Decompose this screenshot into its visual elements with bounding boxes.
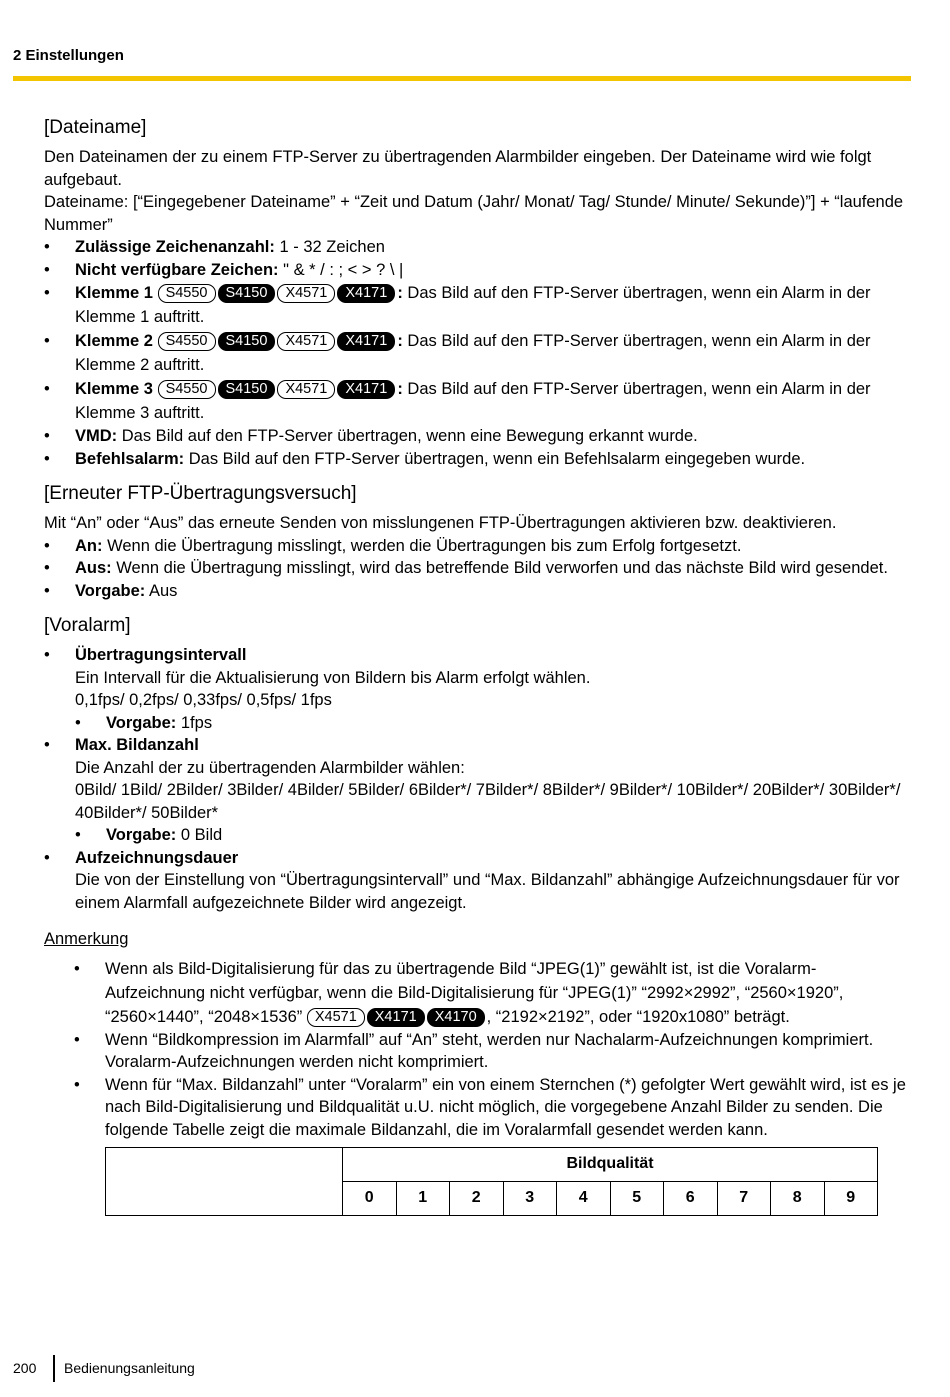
table-cell: 1	[396, 1182, 450, 1216]
header-rule	[13, 76, 911, 81]
bullet-label: Klemme 1	[75, 284, 153, 302]
model-badge: X4571	[307, 1008, 365, 1027]
bullet-label: Vorgabe:	[75, 581, 146, 600]
bullet: •	[74, 1075, 80, 1094]
model-badge: X4571	[277, 332, 335, 351]
bullet-text: Wenn die Übertragung misslingt, werden die Übertragungen bis zum Erfolg fortgesetzt.	[102, 536, 742, 555]
table-corner-cell	[106, 1148, 343, 1216]
bullet-text: " & * / : ; < > ? \ |	[278, 260, 404, 279]
list-item	[44, 847, 914, 915]
bullet: •	[44, 536, 50, 555]
item-description: Die Anzahl der zu übertragenden Alarmbilder wählen:	[75, 758, 465, 777]
bullet-text: Das Bild auf den FTP-Server übertragen, wenn ein Alarm in der Klemme 2 auftritt.	[75, 332, 871, 374]
table-header-row	[106, 1148, 878, 1182]
bullet-label: Vorgabe:	[106, 713, 177, 732]
section-title-dateiname: [Dateiname]	[44, 117, 147, 138]
item-description: Die von der Einstellung von “Übertragungsintervall” und “Max. Bildanzahl” abhängige Aufzeichnungsdauer für vor einem Alarmfall aufgezeichnete Bilder wird angezeigt.	[75, 871, 900, 912]
bullet-label: Vorgabe:	[106, 826, 177, 844]
section-title-ftp-retry: [Erneuter FTP-Übertragungsversuch]	[44, 483, 357, 504]
bullet-text: 1fps	[176, 713, 213, 732]
bullet: •	[44, 260, 50, 279]
header-title: 2 Einstellungen	[13, 47, 124, 64]
list-item	[44, 734, 914, 847]
bullet-label: An:	[75, 536, 103, 555]
bullet: •	[74, 959, 80, 978]
note-item	[74, 957, 914, 1029]
notes-list	[74, 957, 914, 1142]
table-cell: 6	[664, 1182, 718, 1216]
bullet-text: Das Bild auf den FTP-Server übertragen, wenn eine Bewegung erkannt wurde.	[117, 427, 698, 445]
bullet: •	[44, 449, 50, 468]
bullet: •	[44, 559, 50, 577]
bullet-label: Nicht verfügbare Zeichen:	[75, 260, 279, 279]
paragraph: Mit “An” oder “Aus” das erneute Senden von misslungenen FTP-Übertragungen aktivieren bzw. deaktivieren.	[44, 514, 837, 532]
list-item	[44, 236, 914, 259]
model-badge: S4550	[158, 380, 216, 399]
table-header-cell: Bildqualität	[343, 1148, 878, 1182]
bullet-label: VMD:	[75, 427, 118, 445]
bullet: •	[44, 848, 50, 867]
list-item	[44, 329, 914, 377]
bullet: •	[44, 284, 50, 302]
note-item	[74, 1029, 914, 1074]
note-item	[74, 1074, 914, 1142]
table-cell: 2	[450, 1182, 504, 1216]
section-title-voralarm: [Voralarm]	[44, 615, 131, 636]
model-badge: S4150	[218, 332, 276, 351]
bullet: •	[75, 713, 81, 732]
list-item	[44, 448, 914, 471]
model-badge: X4171	[337, 332, 395, 351]
sub-list-item	[75, 824, 914, 847]
bullet-text: Wenn die Übertragung misslingt, wird das betreffende Bild verworfen und das nächste Bild wird gesendet.	[111, 559, 888, 577]
list-item	[44, 580, 914, 603]
bullet-text: Das Bild auf den FTP-Server übertragen, wenn ein Alarm in der Klemme 3 auftritt.	[75, 380, 871, 422]
bullet-text: Das Bild auf den FTP-Server übertragen, wenn ein Befehlsalarm eingegeben wurde.	[184, 449, 806, 468]
footer-divider	[53, 1355, 55, 1382]
list-item	[44, 259, 914, 282]
note-text: Wenn für “Max. Bildanzahl” unter “Voralarm” ein von einem Sternchen (*) gefolgter Wert gewählt wird, ist es je nach Bild-Digitalisierung und Bildqualität u.U. nicht möglich, die vorgegebene Anzahl Bilder zu senden. Die folgende Tabelle zeigt die maximale Bildanzahl, die im Voralarmfall gesendet werden kann.	[105, 1075, 906, 1139]
note-heading: Anmerkung	[44, 930, 129, 948]
model-badge: X4171	[337, 380, 395, 399]
note-text: Wenn als Bild-Digitalisierung für das zu übertragende Bild “JPEG(1)” gewählt ist, ist die Voralarm-Aufzeichnung nicht verfügbar, wenn die Bild-Digitalisierung für “JPEG(1)” “2992×2992”, “2560×1920”, “2560×1440”, “2048×1536”	[105, 959, 844, 1026]
model-badge: S4150	[218, 284, 276, 303]
bullet-label: Aus:	[75, 559, 112, 577]
bullet-text: 1 - 32 Zeichen	[274, 238, 385, 256]
table-cell: 9	[824, 1182, 878, 1216]
bullet: •	[44, 581, 50, 600]
model-badge: S4150	[218, 380, 276, 399]
model-badge: S4550	[158, 284, 216, 303]
bullet-text: Das Bild auf den FTP-Server übertragen, wenn ein Alarm in der Klemme 1 auftritt.	[75, 284, 871, 326]
item-description: Ein Intervall für die Aktualisierung von Bildern bis Alarm erfolgt wählen.	[75, 668, 591, 687]
bullet: •	[44, 427, 50, 445]
bullet-colon: :	[397, 380, 403, 398]
paragraph: Den Dateinamen der zu einem FTP-Server zu übertragenden Alarmbilder eingeben. Der Dateiname wird wie folgt aufgebaut.	[44, 148, 872, 189]
list-item	[44, 557, 914, 580]
bullet: •	[44, 380, 50, 398]
bullet-text: Aus	[145, 581, 178, 600]
bullet-label: Zulässige Zeichenanzahl:	[75, 238, 275, 256]
table-cell: 4	[557, 1182, 611, 1216]
table-cell: 8	[771, 1182, 825, 1216]
table-cell: 5	[610, 1182, 664, 1216]
table-cell: 7	[717, 1182, 771, 1216]
bullet-label: Klemme 3	[75, 380, 153, 398]
model-badge: X4571	[277, 380, 335, 399]
model-badge: X4171	[367, 1008, 425, 1027]
image-count-table	[105, 1147, 878, 1216]
list-item	[44, 281, 914, 329]
bullet: •	[44, 238, 50, 256]
list-item	[44, 535, 914, 558]
footer-text: Bedienungsanleitung	[64, 1360, 195, 1376]
model-badge: S4550	[158, 332, 216, 351]
bullet-colon: :	[397, 332, 403, 350]
table-cell: 0	[343, 1182, 397, 1216]
bullet: •	[44, 646, 50, 664]
list-item	[44, 377, 914, 425]
note-text: Wenn “Bildkompression im Alarmfall” auf “An” steht, werden nur Nachalarm-Aufzeichnungen komprimiert. Voralarm-Aufzeichnungen werden nicht komprimiert.	[105, 1030, 874, 1071]
bullet-text: 0 Bild	[176, 826, 223, 844]
bullet-label: Klemme 2	[75, 332, 153, 350]
model-badge: X4171	[337, 284, 395, 303]
bullet: •	[75, 826, 81, 844]
model-badge: X4571	[277, 284, 335, 303]
page-number: 200	[13, 1360, 37, 1376]
item-title: Aufzeichnungsdauer	[75, 848, 239, 867]
model-badge: X4170	[427, 1008, 485, 1027]
list-item	[44, 425, 914, 448]
sub-list-item	[75, 712, 914, 735]
item-options: 0,1fps/ 0,2fps/ 0,33fps/ 0,5fps/ 1fps	[75, 691, 332, 709]
item-title: Übertragungsintervall	[75, 646, 247, 664]
table-cell: 3	[503, 1182, 557, 1216]
item-options: 0Bild/ 1Bild/ 2Bilder/ 3Bilder/ 4Bilder/ 5Bilder/ 6Bilder*/ 7Bilder*/ 8Bilder*/ 9Bilder*/ 10Bilder*/ 20Bilder*/ 30Bilder*/ 40Bilder*/ 50Bilder*	[75, 781, 901, 822]
list-item	[44, 644, 914, 734]
bullet: •	[44, 736, 50, 754]
item-title: Max. Bildanzahl	[75, 736, 199, 754]
bullet: •	[44, 332, 50, 350]
bullet-label: Befehlsalarm:	[75, 449, 185, 468]
page-content	[44, 116, 914, 1216]
note-text: , “2192×2192”, oder “1920x1080” beträgt.	[486, 1007, 790, 1026]
paragraph: Dateiname: [“Eingegebener Dateiname” + “Zeit und Datum (Jahr/ Monat/ Tag/ Stunde/ Minute/ Sekunde)”] + “laufende Nummer”	[44, 193, 904, 234]
bullet: •	[74, 1030, 80, 1049]
bullet-colon: :	[397, 284, 403, 302]
